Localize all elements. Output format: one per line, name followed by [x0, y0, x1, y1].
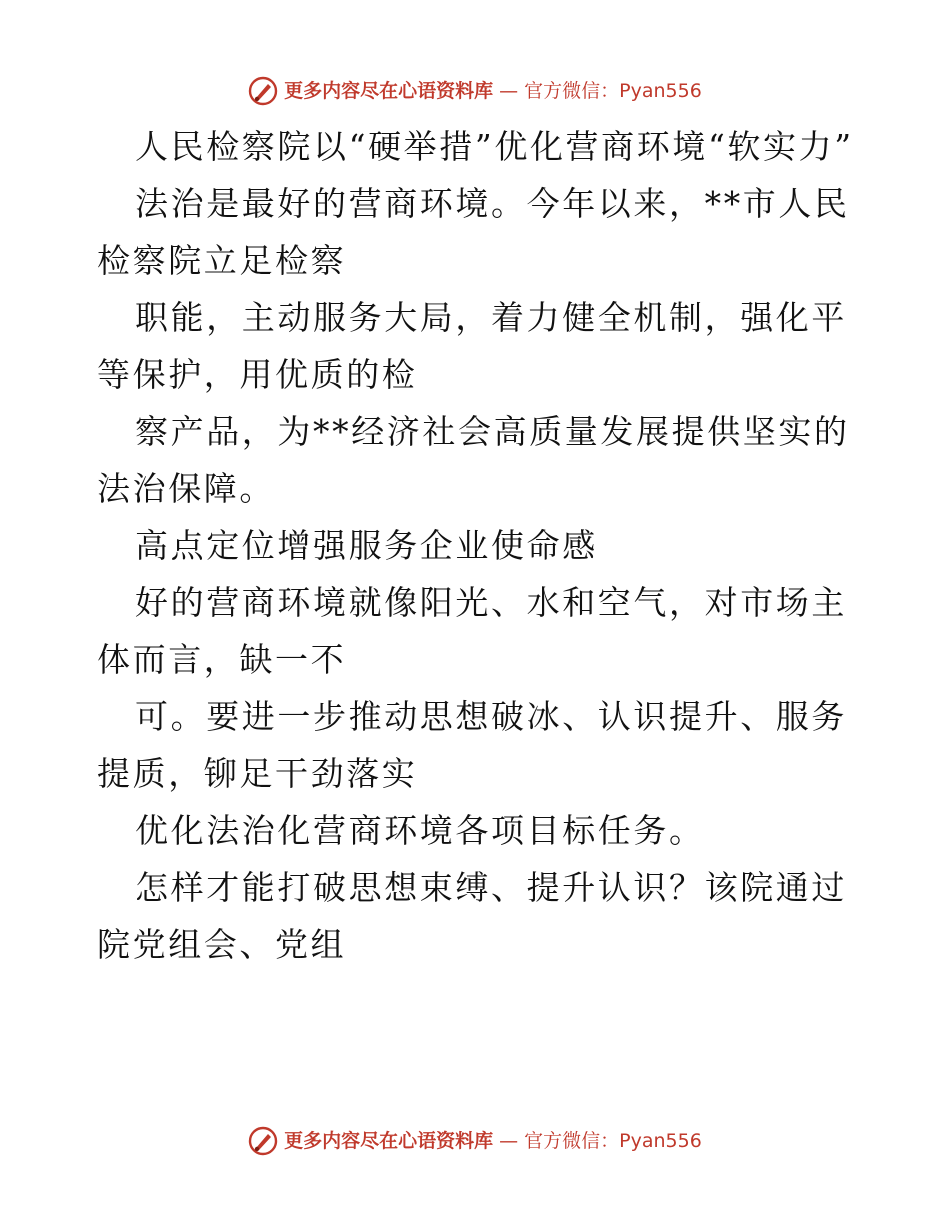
footer-banner-wechat: 官方微信：Pyan556 [524, 1130, 702, 1152]
document-body [97, 118, 857, 973]
header-banner [0, 76, 950, 106]
header-banner-lead: 更多内容尽在心语资料库 [284, 80, 494, 102]
footer-banner-lead: 更多内容尽在心语资料库 [284, 1130, 494, 1152]
footer-banner-dash: — [499, 1130, 519, 1152]
section-heading: 高点定位增强服务企业使命感 [135, 526, 598, 565]
quill-logo-icon [248, 1126, 278, 1156]
footer-banner [0, 1126, 950, 1156]
quill-logo-icon [248, 76, 278, 106]
paragraph: 怎样才能打破思想束缚、提升认识？该院通过院党组会、党组 [97, 868, 847, 964]
paragraph: 职能，主动服务大局，着力健全机制，强化平等保护，用优质的检 [97, 298, 847, 394]
document-title: 人民检察院以“硬举措”优化营商环境“软实力” [135, 127, 854, 166]
header-banner-dash: — [499, 80, 519, 102]
paragraph: 法治是最好的营商环境。今年以来，**市人民检察院立足检察 [97, 184, 850, 280]
header-banner-wechat: 官方微信：Pyan556 [524, 80, 702, 102]
paragraph: 察产品，为**经济社会高质量发展提供坚实的法治保障。 [97, 412, 850, 508]
paragraph: 优化法治化营商环境各项目标任务。 [135, 811, 705, 850]
paragraph: 好的营商环境就像阳光、水和空气，对市场主体而言，缺一不 [97, 583, 847, 679]
paragraph: 可。要进一步推动思想破冰、认识提升、服务提质，铆足干劲落实 [97, 697, 847, 793]
